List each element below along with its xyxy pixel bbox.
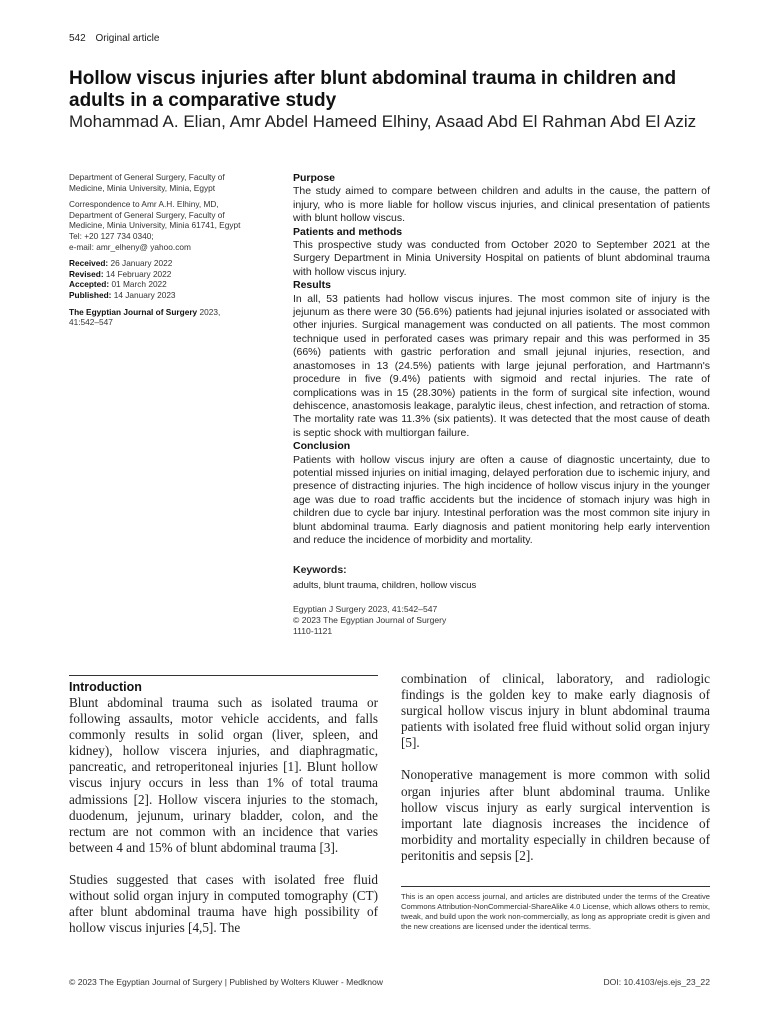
affiliation-line: Medicine, Minia University, Minia, Egypt bbox=[69, 182, 216, 193]
introduction-heading: Introduction bbox=[69, 680, 142, 694]
page-number: 542 bbox=[69, 33, 86, 44]
received-date: Received: 26 January 2022 bbox=[69, 258, 173, 269]
correspondence-line: Medicine, Minia University, Minia 61741, Egypt bbox=[69, 220, 241, 231]
section-divider bbox=[69, 675, 378, 676]
footer-doi[interactable]: DOI: 10.4103/ejs.ejs_23_22 bbox=[603, 977, 710, 987]
keywords-heading: Keywords: bbox=[293, 564, 347, 577]
article-dates bbox=[69, 258, 274, 300]
results-heading: Results bbox=[293, 279, 331, 292]
affiliation-line: Department of General Surgery, Faculty of bbox=[69, 172, 225, 182]
correspondence-line: Correspondence to Amr A.H. Elhiny, MD, bbox=[69, 199, 219, 210]
body-column-right bbox=[401, 671, 710, 864]
correspondence-line: Department of General Surgery, Faculty of bbox=[69, 209, 225, 220]
intro-paragraph: Blunt abdominal trauma such as isolated trauma or following assaults, motor vehicle accidents, and falls commonly results in solid organ (liver, spleen, and kidney), hollow viscera injuries, and diaphragmatic, pancreatic, and retroperitoneal injuries [1]. Blunt hollow viscus injury occurs in less than 1% of total trauma admissions [2]. Hollow viscera injuries to the stomach, duodenum, jejunum, urinary bladder, colon, and the rectum are not common with an incidence that varies between 4 and 15% of blunt abdominal trauma [3]. bbox=[69, 695, 378, 855]
section-label: Original article bbox=[95, 33, 160, 44]
body-column-left bbox=[69, 680, 378, 936]
revised-date: Revised: 14 February 2022 bbox=[69, 268, 172, 279]
methods-text: This prospective study was conducted from October 2020 to September 2021 at the Surgery Department in Minia University Hospital on patients of blunt abdominal trauma with hollow viscus injury. bbox=[293, 239, 710, 278]
conclusion-text: Patients with hollow viscus injury are often a cause of diagnostic uncertainty, due to potential missed injuries on initial imaging, delayed perforation due to ischemic injury, and presence of distracting injuries. The high incidence of hollow viscus injury in the younger age was due to road traffic accidents but the incidence of stomach injury was high in children due to cycle bar injury. Intestinal perforation was the most common site injury in blunt abdominal trauma. Early diagnosis and patient monitoring help early intervention and reduce the incidence of morbidity and mortality. bbox=[293, 453, 710, 546]
footer-copyright: © 2023 The Egyptian Journal of Surgery | Published by Wolters Kluwer - Medknow bbox=[69, 977, 383, 987]
body-paragraph: Nonoperative management is more common with solid organ injuries after blunt abdominal trauma. Unlike hollow viscus injury as early surgical intervention is important late diagnosis increases the incidence of morbidity and mortality especially in children because of peritonitis and sepsis [2]. bbox=[401, 767, 710, 863]
accepted-date: Accepted: 01 March 2022 bbox=[69, 279, 167, 290]
article-title: Hollow viscus injuries after blunt abdominal trauma in children and adults in a comparative study bbox=[69, 68, 677, 111]
citation-line: © 2023 The Egyptian Journal of Surgery bbox=[293, 615, 447, 626]
citation-block bbox=[293, 604, 710, 637]
correspondence bbox=[69, 199, 274, 252]
citation-line: Egyptian J Surgery 2023, 41:542–547 bbox=[293, 604, 438, 615]
correspondence-email[interactable]: e-mail: amr_elheny@ yahoo.com bbox=[69, 241, 191, 252]
license-notice: This is an open access journal, and articles are distributed under the terms of the Creative Commons Attribution-NonCommercial-ShareAlike 4.0 License, which allows others to remix, tweak, and build upon the work non-commercially, as long as appropriate credit is given and the new creations are licensed under the identical terms. bbox=[401, 892, 710, 931]
citation-line: 1110-1121 bbox=[293, 626, 333, 637]
journal-year: 2023, bbox=[199, 306, 221, 317]
journal-name: The Egyptian Journal of Surgery bbox=[69, 306, 198, 317]
results-text: In all, 53 patients had hollow viscus injures. The most common site of injury is the jejunum as there were 30 (56.6%) patients had jejunal injuries isolated or associated with other injuries. Surgical management was conducted on all patients. The most common technique used in perforated cases was primary repair and this was performed in 35 (66%) patients with gastric perforation and small jejunal injuries, resection, and anastomoses in 13 (24.5%) patients with large jejunal perforation, and Hartmann's procedure in five (9.4%) patients with sigmoid and rectal injuries. The rate of complications was in 15 (28.30%) patients in the form of surgical site infection, wound dehiscence, anastomosis leakage, paralytic ileus, chest infection, and retraction of stoma. The mortality rate was 11.3% (six patients). It was detected that the most cause of death is septic shock with multiorgan failure. bbox=[293, 292, 710, 439]
conclusion-heading: Conclusion bbox=[293, 440, 351, 453]
keywords: adults, blunt trauma, children, hollow viscus bbox=[293, 579, 477, 591]
journal-reference bbox=[69, 307, 274, 328]
abstract bbox=[293, 172, 710, 637]
article-metadata bbox=[69, 172, 274, 334]
correspondence-phone: Tel: +20 127 734 0340; bbox=[69, 230, 154, 241]
methods-heading: Patients and methods bbox=[293, 225, 403, 238]
running-head bbox=[69, 33, 159, 44]
author-list: Mohammad A. Elian, Amr Abdel Hameed Elhiny, Asaad Abd El Rahman Abd El Aziz bbox=[69, 112, 697, 131]
purpose-text: The study aimed to compare between children and adults in the cause, the pattern of injury, who is more liable for hollow viscus injuries, and clinical presentation of patients with blunt hollow viscus. bbox=[293, 185, 710, 225]
published-date: Published: 14 January 2023 bbox=[69, 289, 176, 300]
body-paragraph: combination of clinical, laboratory, and radiologic findings is the golden key to make early diagnosis of surgical hollow viscus injury in blunt abdominal trauma patients with isolated free fluid without solid organ injury [5]. bbox=[401, 671, 710, 751]
intro-paragraph: Studies suggested that cases with isolated free fluid without solid organ injury in computed tomography (CT) after blunt abdominal trauma have high possibility of hollow viscus injuries [4,5]. The bbox=[69, 871, 378, 936]
journal-volume: 41:542–547 bbox=[69, 317, 113, 328]
purpose-heading: Purpose bbox=[293, 172, 336, 184]
affiliation bbox=[69, 172, 274, 193]
license-divider bbox=[401, 886, 710, 887]
